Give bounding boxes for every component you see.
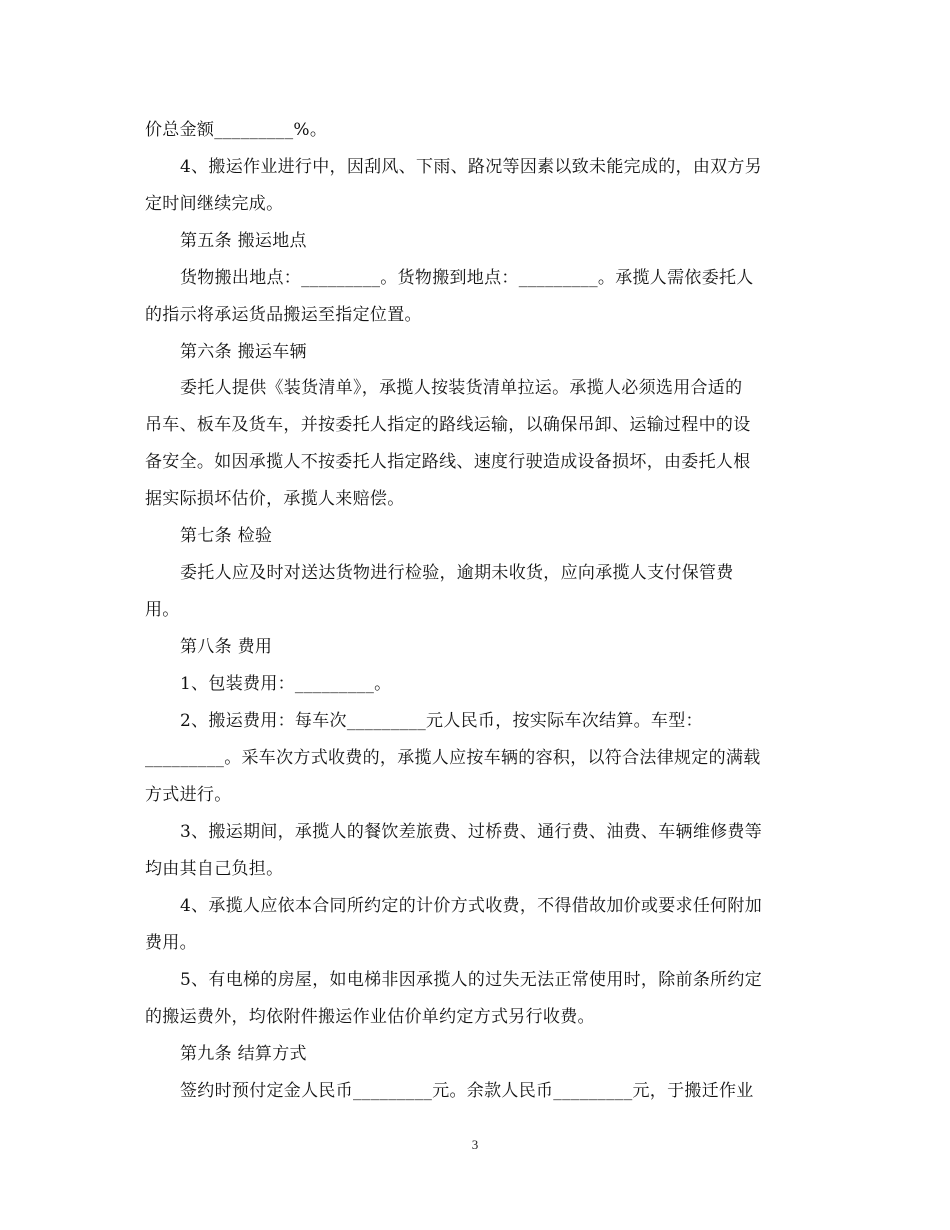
page-number: 3 <box>471 1137 479 1152</box>
section-heading: 第六条 搬运车辆 <box>180 342 307 362</box>
text-line: 5、有电梯的房屋，如电梯非因承揽人的过失无法正常使用时，除前条所约定 <box>180 970 763 990</box>
text-line: 1、包装费用：_________。 <box>180 674 392 694</box>
text-line: 定时间继续完成。 <box>145 194 284 214</box>
text-line: 货物搬出地点：_________。货物搬到地点：_________。承揽人需依委托人 <box>180 268 754 288</box>
text-line: 备安全。如因承揽人不按委托人指定路线、速度行驶造成设备损坏，由委托人根 <box>145 452 751 472</box>
text-line: 签约时预付定金人民币_________元。余款人民币_________元，于搬迁作业 <box>180 1081 754 1101</box>
text-line: 吊车、板车及货车，并按委托人指定的路线运输，以确保吊卸、运输过程中的设 <box>145 415 751 435</box>
text-line: 均由其自己负担。 <box>145 859 284 879</box>
text-line: 方式进行。 <box>145 785 232 805</box>
section-heading: 第七条 检验 <box>180 526 273 546</box>
section-heading: 第九条 结算方式 <box>180 1044 307 1064</box>
text-line: 委托人应及时对送达货物进行检验，逾期未收货，应向承揽人支付保管费 <box>180 563 734 583</box>
section-heading: 第五条 搬运地点 <box>180 231 307 251</box>
text-line: 价总金额_________%。 <box>145 120 328 140</box>
text-line: _________。采车次方式收费的，承揽人应按车辆的容积，以符合法律规定的满载 <box>145 748 761 768</box>
section-heading: 第八条 费用 <box>180 637 273 657</box>
text-line: 的搬运费外，均依附件搬运作业估价单约定方式另行收费。 <box>145 1007 595 1027</box>
text-line: 3、搬运期间，承揽人的餐饮差旅费、过桥费、通行费、油费、车辆维修费等 <box>180 822 763 842</box>
text-line: 的指示将承运货品搬运至指定位置。 <box>145 305 422 325</box>
text-line: 用。 <box>145 600 180 620</box>
text-line: 4、搬运作业进行中，因刮风、下雨、路况等因素以致未能完成的，由双方另 <box>180 157 763 177</box>
text-line: 2、搬运费用：每车次_________元人民币，按实际车次结算。车型： <box>180 711 703 731</box>
text-line: 据实际损坏估价，承揽人来赔偿。 <box>145 489 405 509</box>
text-line: 委托人提供《装货清单》，承揽人按装货清单拉运。承揽人必须选用合适的 <box>180 378 743 398</box>
text-line: 4、承揽人应依本合同所约定的计价方式收费，不得借故加价或要求任何附加 <box>180 896 763 916</box>
text-line: 费用。 <box>145 933 197 953</box>
